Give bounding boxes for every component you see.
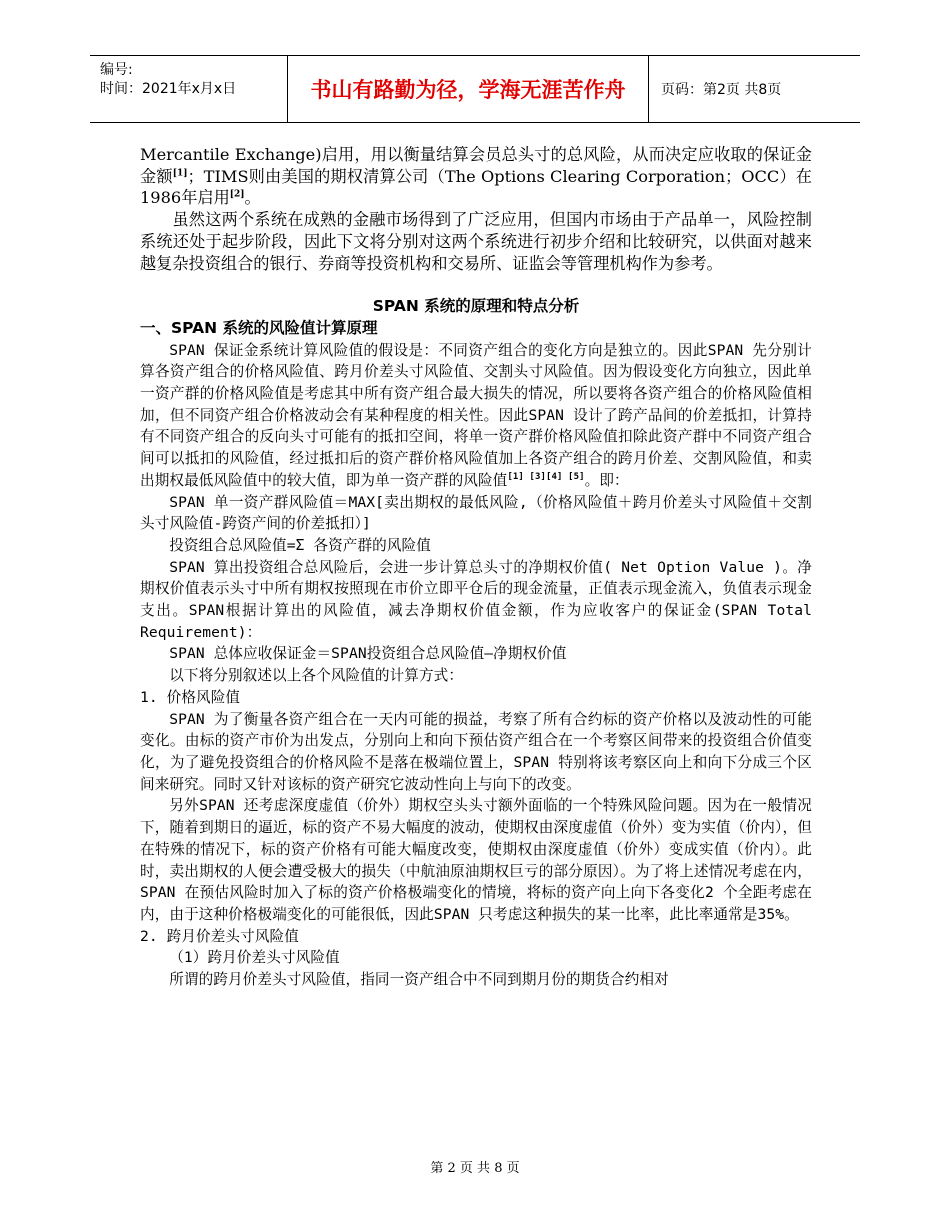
body-text-end: 。即： bbox=[584, 471, 629, 489]
formula-1: SPAN 单一资产群风险值＝MAX[卖出期权的最低风险,（价格风险值＋跨月价差头寸风险值＋交割头寸风险值-跨资产间的价差抵扣）] bbox=[140, 493, 812, 533]
body-paragraph-5: 另外SPAN 还考虑深度虚值（价外）期权空头头寸额外面临的一个特殊风险问题。因为在一般情况下，随着到期日的逼近，标的资产不易大幅度的波动，使期权由深度虚值（价外）变为实值（价内），但在特殊的情况下，标的资产价格有可能大幅度改变，使期权由深度虚值（价外）变成实值（价内）。此时，卖出期权的人便会遭受极大的损失（中航油原油期权巨亏的部分原因）。为了将上述情况考虑在内，SPAN 在预估风险时加入了标的资产价格极端变化的情境，将标的资产向上向下各变化2 个全距考虑在内，由于这种价格极端变化的可能很低，因此SPAN 只考虑这种损失的某一比率，此比率通常是35%。 bbox=[140, 797, 812, 923]
section-subtitle: 一、SPAN 系统的风险值计算原理 bbox=[140, 318, 378, 337]
citation: [2] bbox=[229, 190, 245, 201]
header-table bbox=[90, 55, 860, 123]
header-page-label: 页码：第2页 共8页 bbox=[661, 82, 782, 98]
heading-price-risk: 1. 价格风险值 bbox=[140, 688, 241, 706]
body-paragraph-1 bbox=[140, 340, 812, 492]
body-paragraph-3: 以下将分别叙述以上各个风险值的计算方式： bbox=[169, 667, 464, 685]
header-motto: 书山有路勤为径，学海无涯苦作舟 bbox=[287, 56, 649, 122]
section-title: SPAN 系统的原理和特点分析 bbox=[372, 297, 580, 316]
time-label: 时间：2021年x月x日 bbox=[100, 81, 237, 97]
intro-text-a: Mercantile Exchange)启用，用以衡量结算会员总头寸的总风险，从而决定应收取的保证金金额 bbox=[140, 145, 812, 186]
body-text: SPAN 保证金系统计算风险值的假设是：不同资产组合的变化方向是独立的。因此SPAN 先分别计算各资产组合的价格风险值、跨月价差头寸风险值、交割头寸风险值。因为假设变化方向独立，因此单一资产群的价格风险值是考虑其中所有资产组合最大损失的情况，所以要将各资产组合的价格风险值相加，但不同资产组合价格波动会有某种程度的相关性。因此SPAN 设计了跨产品间的价差抵扣，计算持有不同资产组合的反向头寸可能有的抵扣空间，将单一资产群价格风险值扣除此资产群中不同资产组合间可以抵扣的风险值，经过抵扣后的资产群价格风险值加上各资产组合的跨月价差、交割风险值，和卖出期权最低风险值中的较大值，即为单一资产群的风险值 bbox=[140, 341, 812, 489]
citation: [1] bbox=[172, 168, 188, 179]
intro-text-b: ；TIMS则由美国的期权清算公司（The Options Clearing Corporation；OCC）在1986年启用 bbox=[140, 166, 812, 208]
intro-paragraph-2: 虽然这两个系统在成熟的金融市场得到了广泛应用，但国内市场由于产品单一，风险控制系统还处于起步阶段，因此下文将分别对这两个系统进行初步介绍和比较研究，以供面对越来越复杂投资组合的银行、券商等投资机构和交易所、证监会等管理机构作为参考。 bbox=[140, 210, 812, 273]
intro-paragraph-1 bbox=[140, 144, 812, 209]
intro-text-c: 。 bbox=[244, 188, 261, 208]
citation: [1] [3][4] [5] bbox=[507, 471, 585, 482]
header-meta bbox=[90, 56, 287, 122]
body-paragraph-2: SPAN 算出投资组合总风险后，会进一步计算总头寸的净期权价值( Net Option Value )。净期权价值表示头寸中所有期权按照现在市价立即平仓后的现金流量，正值表示现金流入，负值表示现金支出。SPAN根据计算出的风险值，减去净期权价值金额，作为应收客户的保证金(SPAN Total Requirement)： bbox=[140, 558, 812, 641]
body-paragraph-6: 所谓的跨月价差头寸风险值，指同一资产组合中不同到期月份的期货合约相对 bbox=[169, 971, 669, 989]
formula-2: 投资组合总风险值=Σ 各资产群的风险值 bbox=[169, 536, 431, 554]
body-paragraph-4: SPAN 为了衡量各资产组合在一天内可能的损益，考察了所有合约标的资产价格以及波动性的可能变化。由标的资产市价为出发点，分别向上和向下预估资产组合在一个考察区间带来的投资组合价值变化，为了避免投资组合的价格风险不是落在极端位置上，SPAN 特别将该考察区向上和向下分成三个区间来研究。同时又针对该标的资产研究它波动性向上与向下的改变。 bbox=[140, 710, 812, 793]
page-footer: 第 2 页 共 8 页 bbox=[430, 1161, 520, 1176]
heading-spread-risk-sub: （1）跨月价差头寸风险值 bbox=[169, 949, 340, 967]
heading-spread-risk: 2. 跨月价差头寸风险值 bbox=[140, 927, 299, 945]
formula-3: SPAN 总体应收保证金＝SPAN投资组合总风险值—净期权价值 bbox=[169, 645, 567, 663]
number-label: 编号: bbox=[100, 62, 133, 78]
document-body bbox=[140, 144, 812, 991]
